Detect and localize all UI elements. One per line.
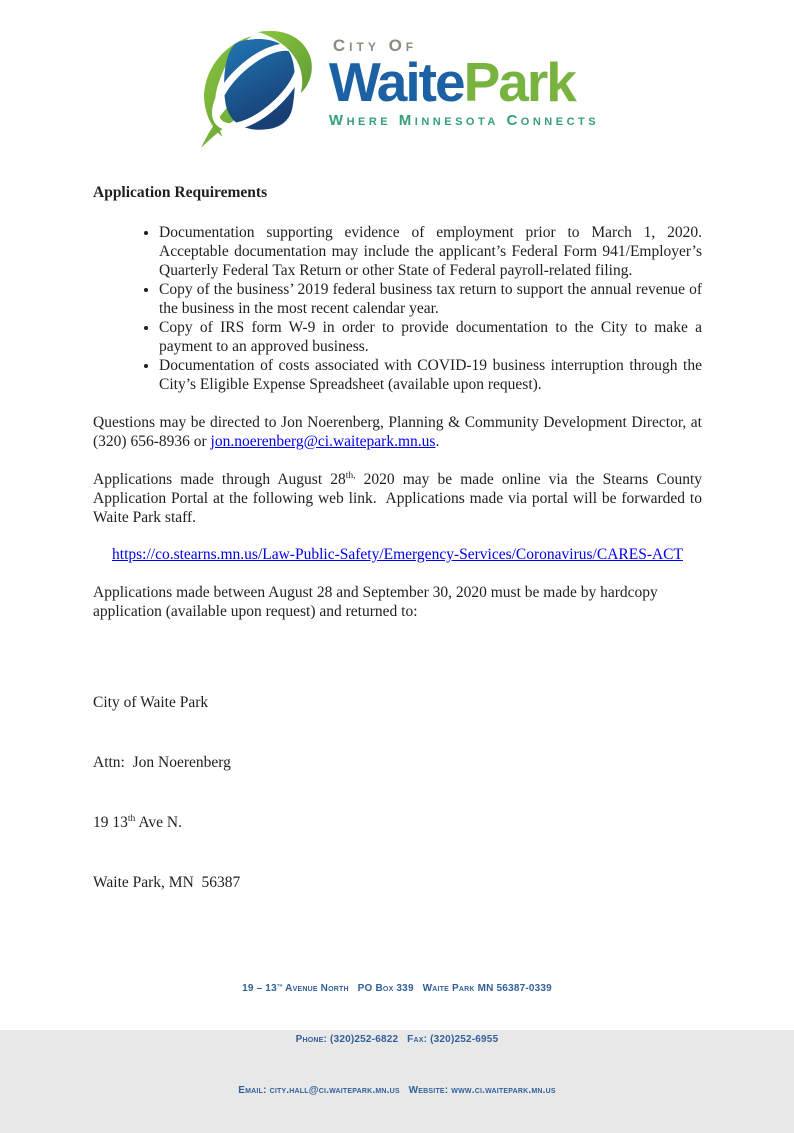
footer-email-website-line: Email: city.hall@ci.waitepark.mn.us Website: www.ci.waitepark.mn.us: [238, 1085, 556, 1096]
logo-tagline: Where Minnesota Connects: [328, 112, 600, 130]
email-link[interactable]: jon.noerenberg@ci.waitepark.mn.us: [210, 433, 436, 450]
bullet-item-employment-docs: • Documentation supporting evidence of employment prior to March 1, 2020. Acceptable documentation may include the applicant’s Federal Form 941/Employer’s Quarterly Federal Tax Return or other State of Federal payroll-related filing.: [159, 223, 702, 280]
footer-address-line: [0, 980, 794, 997]
letterhead-footer: [0, 946, 794, 1133]
applications-online-post: 2020 may be made online via the Stearns County Application Portal at the following web link. Applications made via portal will be forwarded to Waite Park staff.: [93, 471, 703, 526]
address-city-line: Waite Park, MN 56387: [93, 874, 241, 891]
applications-online-paragraph: [93, 470, 702, 527]
logo-wordmark-park: Park: [463, 51, 575, 113]
document-body: [93, 183, 702, 933]
address-attn-line: Attn: Jon Noerenberg: [93, 754, 231, 771]
footer-address-post: Avenue North PO Box 339 Waite Park MN 56387-0339: [282, 983, 552, 994]
logo-city-of-label: City Of: [332, 36, 418, 55]
mailing-address-block: [93, 653, 702, 933]
footer-ordinal-superscript: th: [276, 981, 283, 989]
bullet-item-covid-costs: • Documentation of costs associated with COVID-19 business interruption through the City’s Eligible Expense Spreadsheet (available upon request).: [159, 356, 702, 394]
date-superscript: th,: [345, 469, 356, 481]
questions-paragraph: [93, 413, 702, 451]
requirements-bullet-list: [93, 223, 702, 394]
footer-phone-fax-line: Phone: (320)252-6822 Fax: (320)252-6955: [295, 1034, 499, 1045]
address-org-line: City of Waite Park: [93, 694, 209, 711]
logo-header: [0, 30, 794, 150]
footer-address-pre: 19 – 13: [242, 983, 277, 994]
address-street-pre: 19 13: [93, 814, 128, 831]
applications-hardcopy-paragraph: Applications made between August 28 and September 30, 2020 must be made by hardcopy application (available upon request) and returned to:: [93, 584, 658, 620]
street-ordinal-superscript: th: [127, 812, 136, 824]
logo-wordmark-waite: Waite: [328, 51, 464, 113]
bullet-item-w9: • Copy of IRS form W-9 in order to provide documentation to the City to make a payment to an approved business.: [159, 318, 702, 356]
address-street-post: Ave N.: [135, 814, 182, 831]
address-street-line: [93, 813, 702, 833]
portal-link-line: [93, 545, 702, 564]
applications-online-pre: Applications made through August 28: [93, 471, 346, 488]
application-requirements-heading: Application Requirements: [93, 184, 268, 201]
questions-text-post: .: [435, 433, 440, 450]
waite-park-swirl-logo-icon: [195, 30, 323, 150]
logo-wordmark: [328, 51, 575, 113]
cares-act-portal-link[interactable]: https://co.stearns.mn.us/Law-Public-Safety/Emergency-Services/Coronavirus/CARES-ACT: [112, 546, 683, 563]
questions-text-pre: Questions may be directed to Jon Noerenberg, Planning & Community Development Director, at (320) 656-8936 or: [93, 414, 702, 450]
logo-text-block: [329, 30, 599, 129]
bullet-item-tax-return: • Copy of the business’ 2019 federal business tax return to support the annual revenue of the business in the most recent calendar year.: [159, 280, 702, 318]
